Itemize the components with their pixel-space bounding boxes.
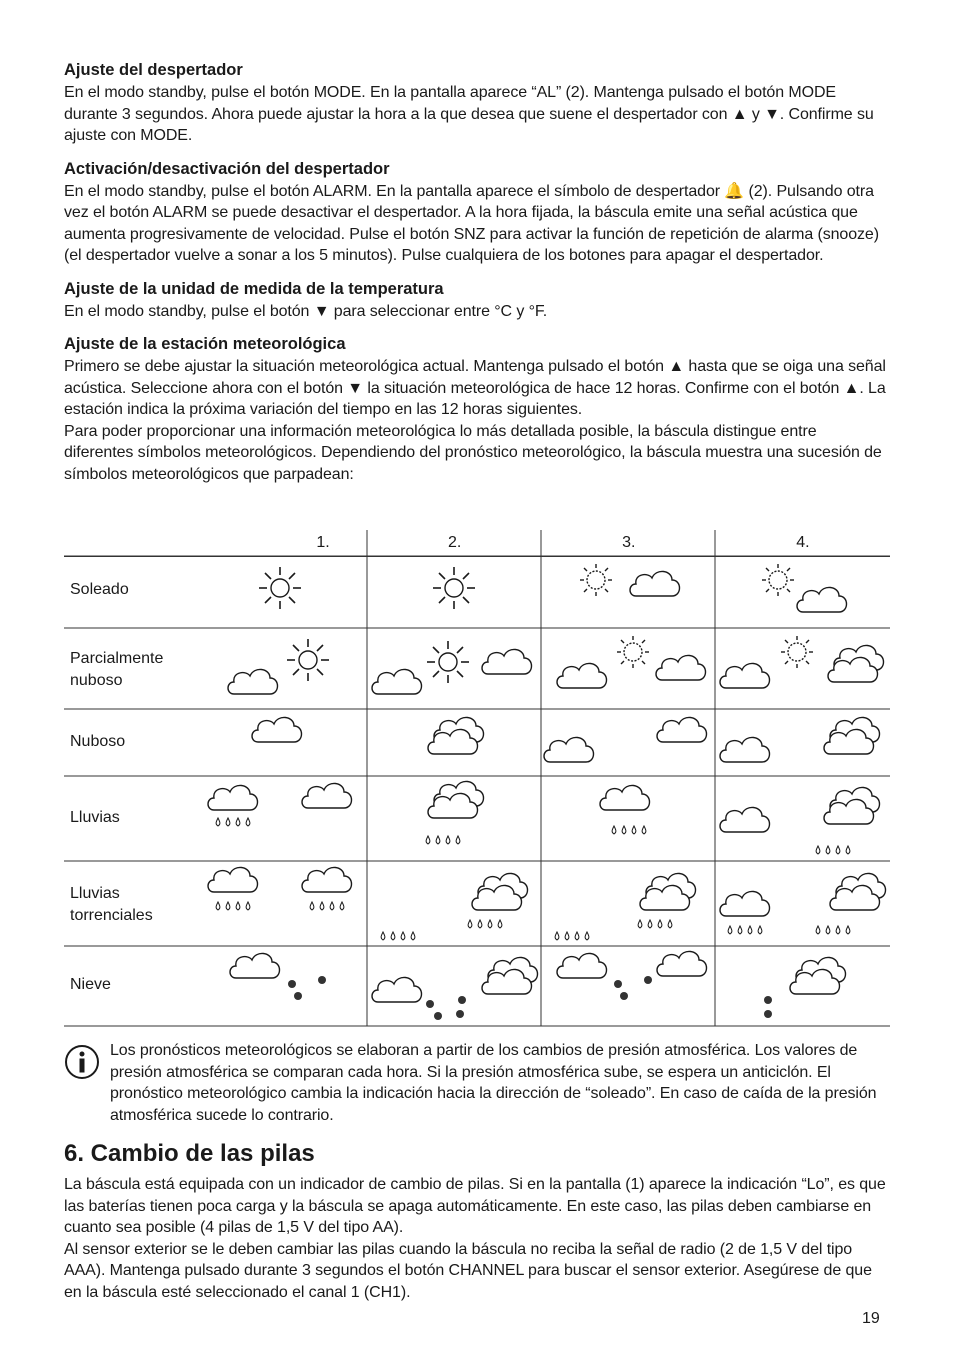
row-label-lluvias-torrenciales: Lluvias torrenciales — [70, 885, 153, 924]
row-label-soleado: Soleado — [70, 581, 129, 598]
section-temperature-unit — [64, 279, 890, 323]
info-icon — [64, 1044, 100, 1080]
info-note — [64, 1040, 890, 1126]
section-body: En el modo standby, pulse el botón ▼ para seleccionar entre °C y °F. — [64, 302, 548, 320]
battery-section — [64, 1174, 890, 1303]
table-header-row — [64, 530, 890, 556]
weather-table — [64, 530, 890, 557]
row-label-nieve: Nieve — [70, 976, 111, 993]
section-alarm-toggle — [64, 159, 890, 267]
column-header: 3. — [622, 533, 636, 551]
section-heading: Ajuste de la estación meteorológica — [64, 335, 346, 353]
section-body-2: Para poder proporcionar una información meteorológica lo más detallada posible, la báscula distingue entre diferentes símbolos meteorológicos. Dependiendo del pronóstico meteorológico, la báscula muestra una sucesión de símbolos meteorológicos que parpadean: — [64, 422, 882, 483]
page-number: 19 — [862, 1310, 880, 1327]
column-header: 1. — [316, 533, 330, 551]
section-body: En el modo standby, pulse el botón MODE. En la pantalla aparece “AL” (2). Mantenga pulsado el botón MODE durante 3 segundos. Ahora puede ajustar la hora a la que desea que suene el despertador con ▲ y ▼. Confirme su ajuste con MODE. — [64, 84, 874, 144]
info-text: Los pronósticos meteorológicos se elaboran a partir de los cambios de presión atmosférica. Los valores de presión atmosférica se comparan cada hora. Si la presión atmosférica sube, se espera un anticiclón. El pronóstico meteorológico cambia la indicación hacia la dirección de “soleado”. En caso de caída de la presión atmosférica sucede lo contrario. — [110, 1042, 877, 1124]
chapter-title: 6. Cambio de las pilas — [64, 1140, 315, 1167]
section-body: Primero se debe ajustar la situación meteorológica actual. Mantenga pulsado el botón ▲ hasta que se oiga una señal acústica. Seleccione ahora con el botón ▼ la situación meteorológica de hace 12 horas. Confirme con el botón ▲. La estación indica la próxima variación del tiempo en las 12 horas siguientes. — [64, 358, 886, 418]
row-label-lluvias: Lluvias — [70, 809, 120, 826]
row-label-parcialmente-nuboso: Parcialmente nuboso — [70, 650, 164, 689]
section-alarm-setting — [64, 60, 890, 147]
document-body — [64, 60, 890, 497]
column-header: 4. — [796, 533, 810, 551]
section-heading: Ajuste del despertador — [64, 61, 243, 79]
battery-paragraph-1: La báscula está equipada con un indicador de cambio de pilas. Si en la pantalla (1) aparece la indicación “Lo”, es que las baterías tienen poca carga y la báscula se apaga automáticamente. En este caso, las pilas deben cambiarse en cuanto sea posible (4 pilas de 1,5 V del tipo AA). — [64, 1176, 886, 1236]
section-heading: Activación/desactivación del despertador — [64, 159, 390, 178]
row-label-nuboso: Nuboso — [70, 733, 126, 750]
battery-paragraph-2: Al sensor exterior se le deben cambiar las pilas cuando la báscula no reciba la señal de radio (2 de 1,5 V del tipo AAA). Mantenga pulsado durante 3 segundos el botón CHANNEL para buscar el sensor exterior. Asegúrese de que en la báscula esté seleccionado el canal 1 (CH1). — [64, 1240, 872, 1301]
section-weather-station — [64, 334, 890, 485]
section-heading: Ajuste de la unidad de medida de la temperatura — [64, 279, 444, 298]
column-header: 2. — [448, 533, 462, 551]
section-body: En el modo standby, pulse el botón ALARM. En la pantalla aparece el símbolo de despertador 🔔 (2). Pulsando otra vez el botón ALARM se puede desactivar el despertador. A la hora fijada, la báscula emite una señal acústica que aumenta progresivamente de velocidad. Pulse el botón SNZ para activar la función de repetición de alarma (snooze) (el despertador vuelve a sonar a los 5 minutos). Pulse cualquiera de los botones para apagar el despertador. — [64, 182, 879, 264]
